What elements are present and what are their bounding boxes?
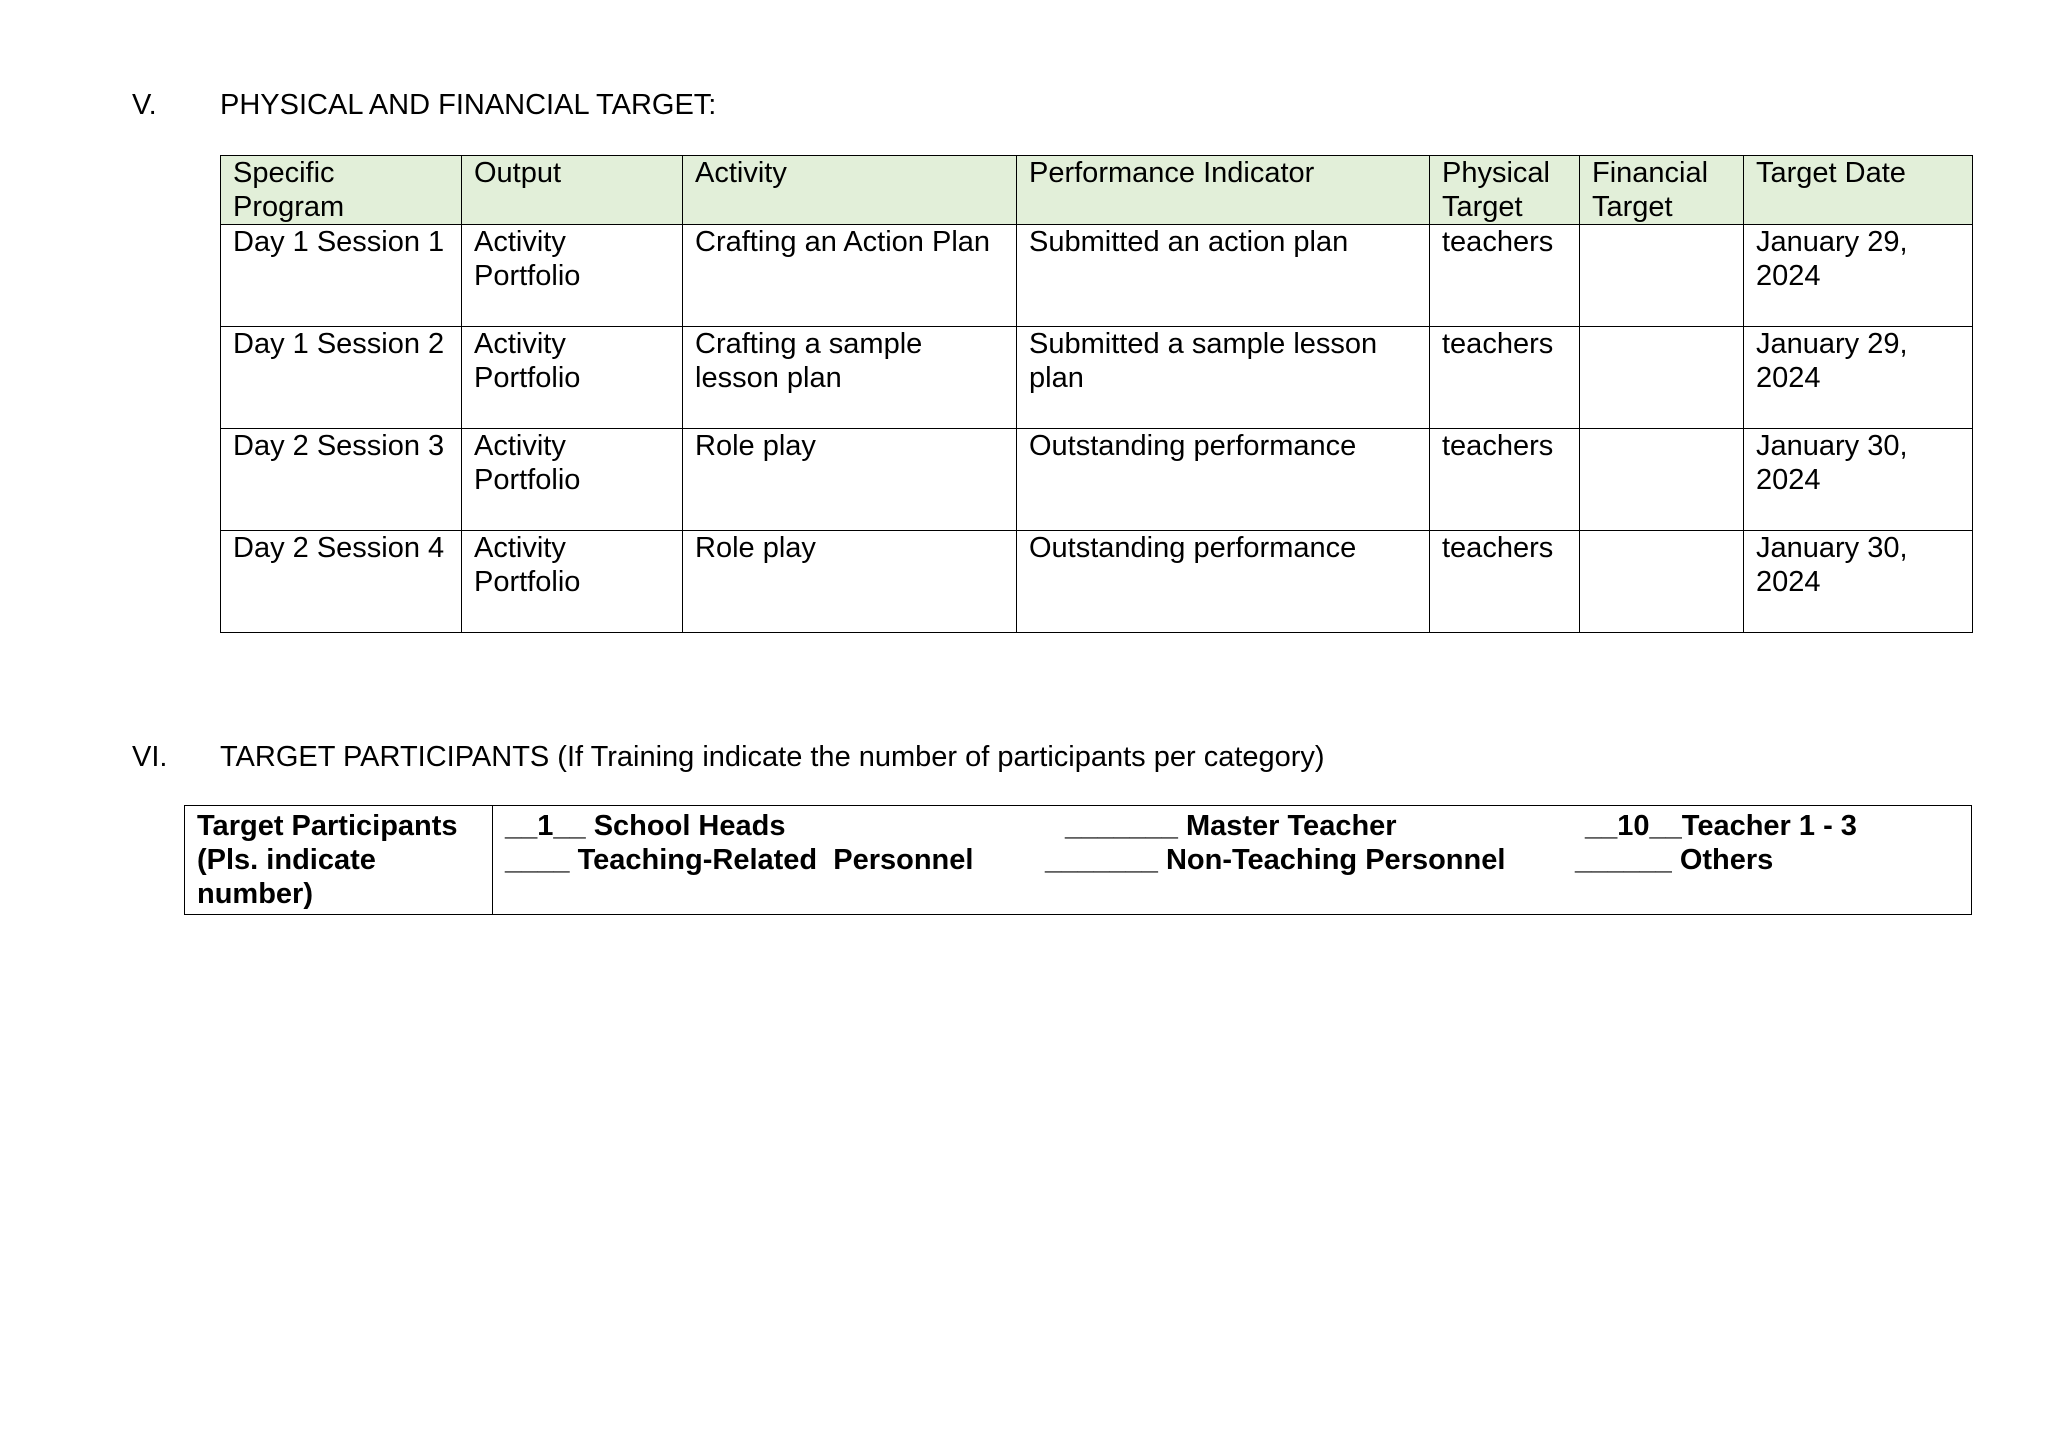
cell-output: Activity Portfolio <box>462 531 683 633</box>
cell-output: Activity Portfolio <box>462 327 683 429</box>
header-activity: Activity <box>683 156 1017 225</box>
header-financial-target: Financial Target <box>1580 156 1744 225</box>
section-6-title: TARGET PARTICIPANTS (If Training indicate the number of participants per category) <box>220 741 1325 773</box>
cell-performance-indicator: Outstanding performance <box>1017 429 1430 531</box>
cell-activity: Role play <box>683 531 1017 633</box>
table-row <box>221 327 1973 429</box>
table-row <box>185 806 1972 915</box>
target-participants-values <box>493 806 1972 915</box>
section-5-number: V. <box>132 89 157 121</box>
target-participants-label: Target Participants (Pls. indicate number) <box>185 806 493 915</box>
physical-financial-target-table <box>220 155 1973 633</box>
section-5-title: PHYSICAL AND FINANCIAL TARGET: <box>220 89 717 121</box>
cell-output: Activity Portfolio <box>462 225 683 327</box>
teaching-related-personnel-count: ____ Teaching-Related Personnel <box>505 844 974 876</box>
cell-performance-indicator: Submitted an action plan <box>1017 225 1430 327</box>
cell-physical-target: teachers <box>1430 327 1580 429</box>
cell-specific-program: Day 2 Session 4 <box>221 531 462 633</box>
cell-financial-target <box>1580 429 1744 531</box>
cell-specific-program: Day 2 Session 3 <box>221 429 462 531</box>
cell-target-date: January 30, 2024 <box>1744 531 1973 633</box>
cell-specific-program: Day 1 Session 2 <box>221 327 462 429</box>
section-6-number: VI. <box>132 741 168 773</box>
master-teacher-count: _______ Master Teacher <box>1065 810 1397 842</box>
header-target-date: Target Date <box>1744 156 1973 225</box>
cell-physical-target: teachers <box>1430 225 1580 327</box>
school-heads-count: __1__ School Heads <box>505 810 786 842</box>
others-count: ______ Others <box>1575 844 1774 876</box>
cell-activity: Crafting a sample lesson plan <box>683 327 1017 429</box>
header-physical-target: Physical Target <box>1430 156 1580 225</box>
header-specific-program: Specific Program <box>221 156 462 225</box>
table-row <box>221 225 1973 327</box>
cell-financial-target <box>1580 327 1744 429</box>
cell-performance-indicator: Outstanding performance <box>1017 531 1430 633</box>
table-header-row <box>221 156 1973 225</box>
cell-output: Activity Portfolio <box>462 429 683 531</box>
table-row <box>221 429 1973 531</box>
cell-target-date: January 29, 2024 <box>1744 225 1973 327</box>
cell-performance-indicator: Submitted a sample lesson plan <box>1017 327 1430 429</box>
cell-financial-target <box>1580 225 1744 327</box>
cell-target-date: January 29, 2024 <box>1744 327 1973 429</box>
cell-specific-program: Day 1 Session 1 <box>221 225 462 327</box>
table-row <box>221 531 1973 633</box>
header-output: Output <box>462 156 683 225</box>
header-performance-indicator: Performance Indicator <box>1017 156 1430 225</box>
cell-financial-target <box>1580 531 1744 633</box>
cell-physical-target: teachers <box>1430 531 1580 633</box>
cell-activity: Crafting an Action Plan <box>683 225 1017 327</box>
teacher-1-3-count: __10__Teacher 1 - 3 <box>1585 810 1857 842</box>
cell-physical-target: teachers <box>1430 429 1580 531</box>
target-participants-table <box>184 805 1972 915</box>
cell-target-date: January 30, 2024 <box>1744 429 1973 531</box>
non-teaching-personnel-count: _______ Non-Teaching Personnel <box>1045 844 1506 876</box>
cell-activity: Role play <box>683 429 1017 531</box>
